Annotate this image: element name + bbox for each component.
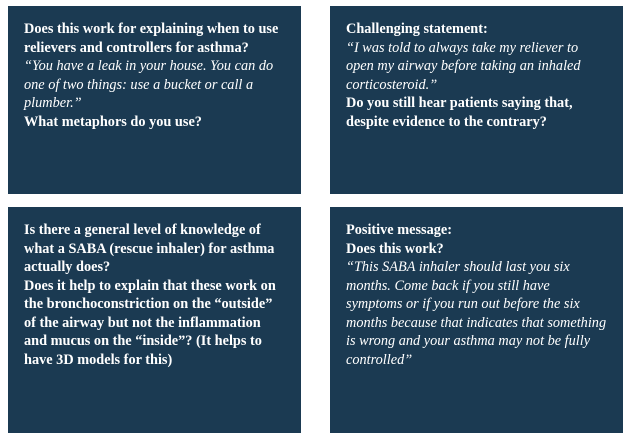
card-saba-knowledge-level: [8, 207, 301, 433]
card-challenging-statement: [330, 6, 623, 194]
card-heading: Is there a general level of knowledge of what a SABA (rescue inhaler) for asthma actually does?: [24, 222, 275, 276]
card-heading: Does this work for explaining when to use relievers and controllers for asthma?: [24, 21, 279, 56]
card-relievers-controllers-metaphor: [8, 6, 301, 194]
card-heading: Challenging statement:: [346, 21, 488, 37]
card-question: Does this work?: [346, 240, 444, 257]
card-question: Do you still hear patients saying that, despite evidence to the contrary?: [346, 95, 573, 130]
card-quote: “I was told to always take my reliever to open my airway before taking an inhaled corticosteroid.”: [346, 39, 581, 93]
card-quote: “This SABA inhaler should last you six months. Come back if you still have symptoms or if you run out before the six months because that indicates that something is wrong and your asthma may not be fully controlled”: [346, 259, 607, 369]
card-question: Does it help to explain that these work on the bronchoconstriction on the “outside” of the airway but not the inflammation and mucus on the “inside”? (It helps to have 3D models for this): [24, 277, 276, 369]
card-quote: “You have a leak in your house. You can do one of two things: use a bucket or call a plumber.”: [24, 58, 274, 112]
card-question: What metaphors do you use?: [24, 113, 202, 130]
card-positive-message: [330, 207, 623, 433]
card-heading: Positive message:: [346, 222, 453, 238]
